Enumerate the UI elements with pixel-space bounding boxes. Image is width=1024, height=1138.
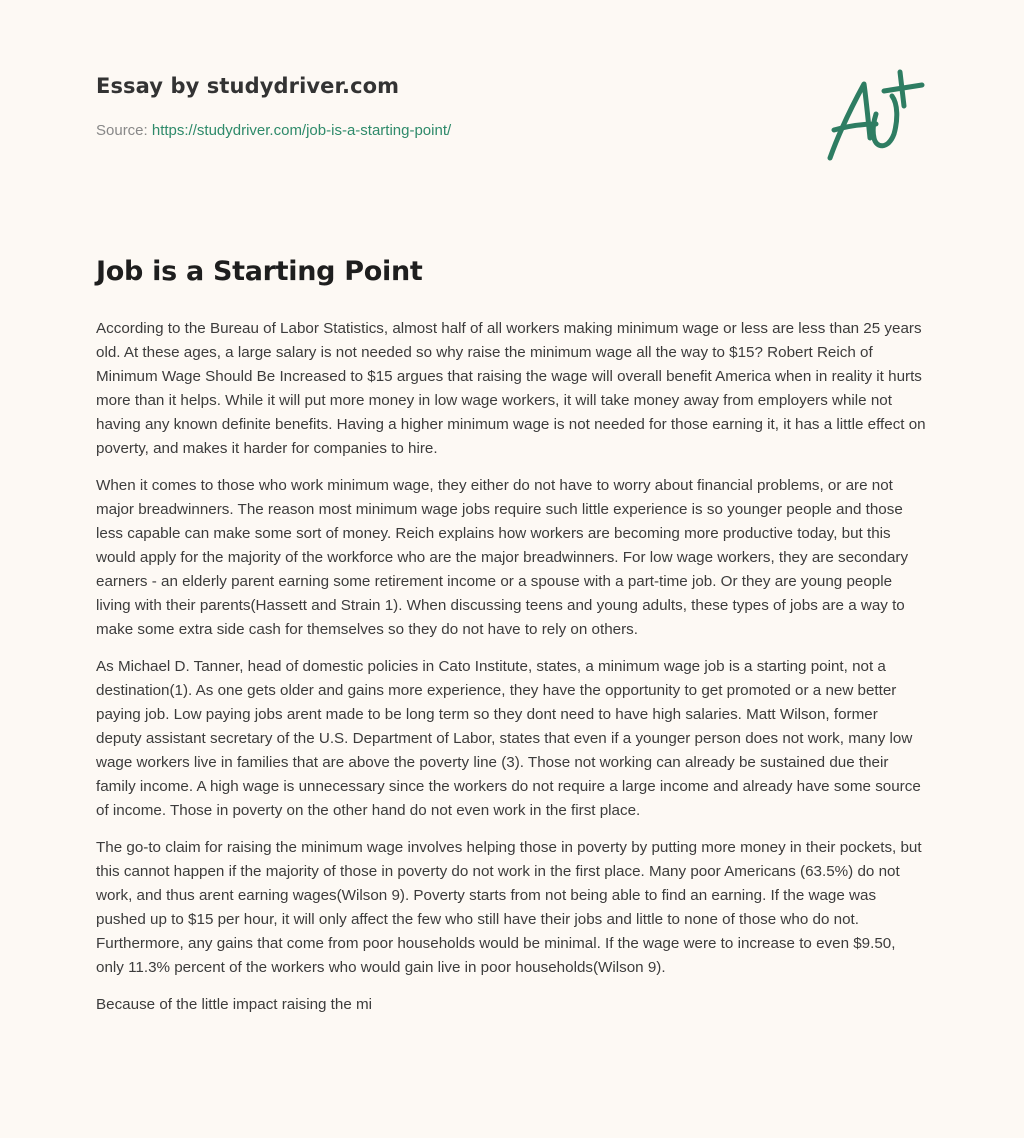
essay-paragraph: According to the Bureau of Labor Statistics, almost half of all workers making minimum wage or less are less than 25 years old. At these ages, a large salary is not needed so why raise the minimum wage all the way to $15? Robert Reich of Minimum Wage Should Be Increased to $15 argues that raising the wage will overall benefit America when in reality it hurts more than it helps. While it will put more money in low wage workers, it will take money away from employers while not having any known definite benefits. Having a higher minimum wage is not needed for those earning it, it has a little effect on poverty, and makes it harder for companies to hire.: [96, 320, 926, 457]
essay-paragraph: When it comes to those who work minimum wage, they either do not have to worry about financial problems, or are not major breadwinners. The reason most minimum wage jobs require such little experience is so younger people and those less capable can make some sort of money. Reich explains how workers are becoming more productive today, but this would apply for the majority of the workforce who are the major breadwinners. For low wage workers, they are secondary earners - an elderly parent earning some retirement income or a spouse with a part-time job. Or they are young people living with their parents(Hassett and Strain 1). When discussing teens and young adults, these types of jobs are a way to make some extra side cash for themselves so they do not have to rely on others.: [96, 477, 909, 638]
essay-paragraph-truncated: Because of the little impact raising the mi: [96, 996, 373, 1013]
site-title: Essay by studydriver.com: [96, 74, 400, 98]
source-label: Source:: [96, 122, 152, 139]
source-link[interactable]: https://studydriver.com/job-is-a-starting-point/: [151, 122, 452, 139]
a-plus-grade-icon: [822, 68, 932, 168]
essay-paragraph: The go-to claim for raising the minimum wage involves helping those in poverty by putting more money in their pockets, but this cannot happen if the majority of those in poverty do not work in the first place. Many poor Americans (63.5%) do not work, and thus arent earning wages(Wilson 9). Poverty starts from not being able to find an earning. If the wage was pushed up to $15 per hour, it will only affect the few who still have their jobs and little to none of those who do not. Furthermore, any gains that come from poor households would be minimal. If the wage were to increase to even $9.50, only 11.3% percent of the workers who would gain live in poor households(Wilson 9).: [96, 839, 922, 976]
essay-paragraph: As Michael D. Tanner, head of domestic policies in Cato Institute, states, a minimum wage job is a starting point, not a destination(1). As one gets older and gains more experience, they have the opportunity to get promoted or a new better paying job. Low paying jobs arent made to be long term so they dont need to have high salaries. Matt Wilson, former deputy assistant secretary of the U.S. Department of Labor, states that even if a younger person does not work, many low wage workers live in families that are above the poverty line (3). Those not working can already be sustained due their family income. A high wage is unnecessary since the workers do not require a large income and already have some source of income. Those in poverty on the other hand do not even work in the first place.: [96, 658, 921, 819]
essay-article: [96, 256, 926, 1030]
source-line: [96, 122, 451, 139]
essay-title: Job is a Starting Point: [96, 256, 423, 287]
page-header: [96, 74, 451, 139]
